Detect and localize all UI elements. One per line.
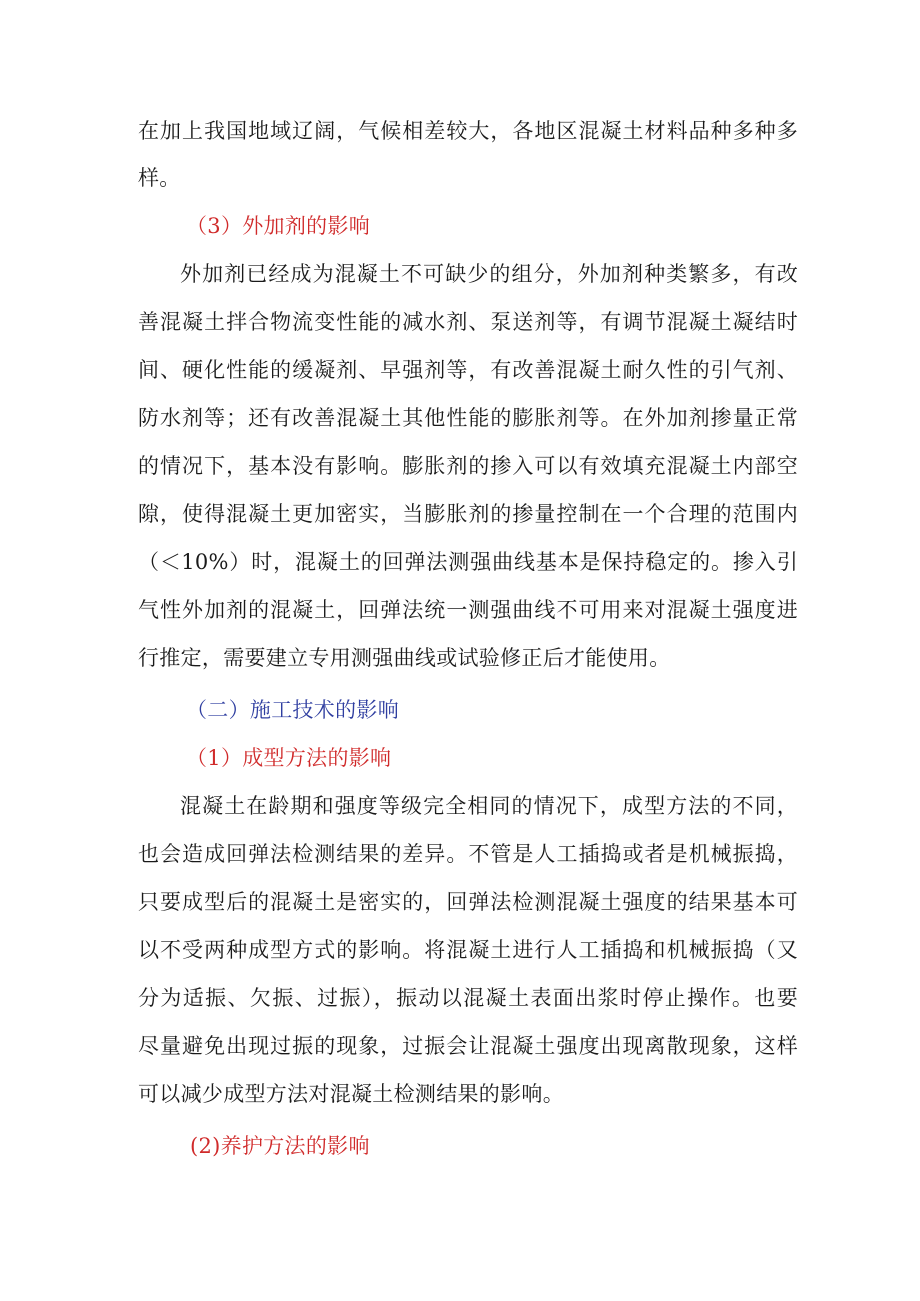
paragraph-line: 气性外加剂的混凝土，回弹法统一测强曲线不可用来对混凝土强度进 (138, 598, 798, 622)
paragraph-line: 在加上我国地域辽阔，气候相差较大，各地区混凝土材料品种多种多 (138, 119, 798, 143)
paragraph-line: 样。 (138, 166, 181, 190)
paragraph-line: 外加剂已经成为混凝土不可缺少的组分，外加剂种类繁多，有改 (180, 262, 798, 286)
paragraph-line: 也会造成回弹法检测结果的差异。不管是人工插捣或者是机械振捣， (138, 842, 798, 866)
paragraph-line: 分为适振、欠振、过振），振动以混凝土表面出浆时停止操作。也要 (138, 986, 798, 1010)
paragraph-line: 只要成型后的混凝土是密实的，回弹法检测混凝土强度的结果基本可 (138, 890, 798, 914)
paragraph-line: 行推定，需要建立专用测强曲线或试验修正后才能使用。 (138, 646, 671, 670)
section-heading-construction: （二）施工技术的影响 (186, 698, 399, 722)
paragraph-line: 尽量避免出现过振的现象，过振会让混凝土强度出现离散现象，这样 (138, 1034, 798, 1058)
section-heading-curing: (2)养护方法的影响 (190, 1134, 370, 1158)
paragraph-line: 以不受两种成型方式的影响。将混凝土进行人工插捣和机械振捣（又 (138, 938, 798, 962)
section-heading-forming: （1）成型方法的影响 (186, 746, 392, 770)
paragraph-line: 间、硬化性能的缓凝剂、早强剂等，有改善混凝土耐久性的引气剂、 (138, 358, 798, 382)
paragraph-line: 可以减少成型方法对混凝土检测结果的影响。 (138, 1082, 564, 1106)
paragraph-line: 隙，使得混凝土更加密实，当膨胀剂的掺量控制在一个合理的范围内 (138, 502, 798, 526)
paragraph-line: 善混凝土拌合物流变性能的减水剂、泵送剂等，有调节混凝土凝结时 (138, 310, 798, 334)
paragraph-line: 的情况下，基本没有影响。膨胀剂的掺入可以有效填充混凝土内部空 (138, 454, 798, 478)
section-heading-additive: （3）外加剂的影响 (186, 214, 371, 238)
paragraph-line: 混凝土在龄期和强度等级完全相同的情况下，成型方法的不同， (180, 794, 798, 818)
paragraph-line: （＜10%）时，混凝土的回弹法测强曲线基本是保持稳定的。掺入引 (138, 550, 798, 574)
paragraph-line: 防水剂等；还有改善混凝土其他性能的膨胀剂等。在外加剂掺量正常 (138, 406, 798, 430)
